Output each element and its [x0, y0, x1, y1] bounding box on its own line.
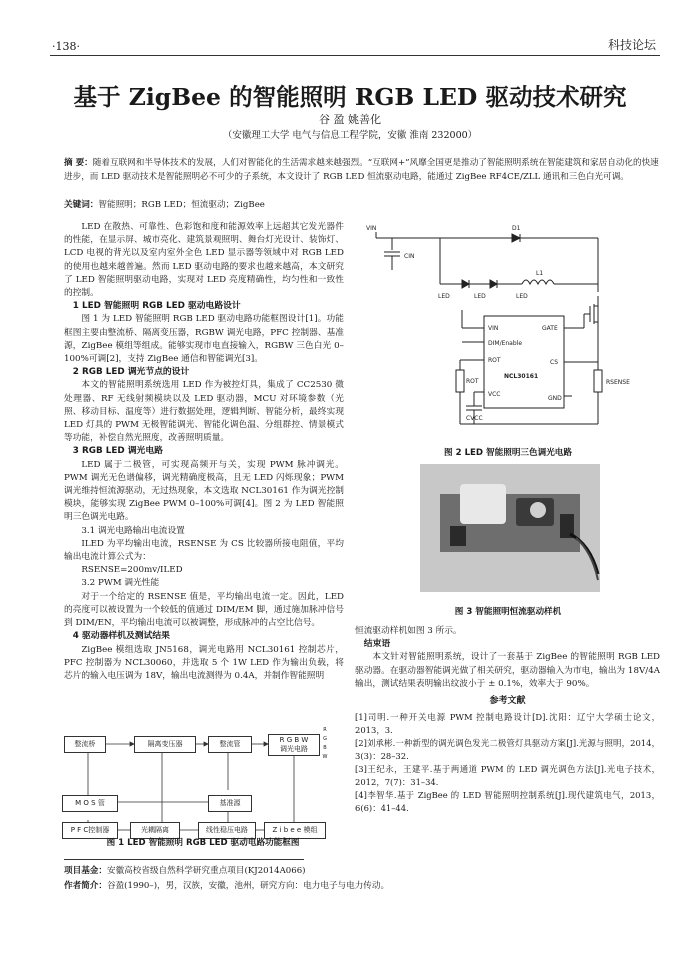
right-column-body — [355, 625, 660, 691]
authors: 谷 盈 姚善化 — [319, 113, 381, 126]
abstract-label: 摘 要： — [64, 158, 93, 168]
author-bio-text: 谷盈(1990–)，男，汉族，安徽，池州，研究方向：电力电子与电力传动。 — [106, 881, 390, 891]
paragraph: 恒流驱动样机如图 3 所示。 — [355, 626, 462, 636]
references-title: 参考文献 — [489, 696, 526, 707]
fig2-rsense-label: RSENSE — [606, 379, 630, 386]
figure-2-caption: 图 2 LED 智能照明三色调光电路 — [444, 448, 572, 458]
reference-item: [3]王纪永，王建平.基于两通道 PWM 的 LED 调光调色方法[J].光电子技术，2012，7(7)：31–34. — [355, 764, 660, 788]
figure-1-caption: 图 1 LED 智能照明 RGB LED 驱动电路功能框图 — [106, 838, 300, 848]
fund-text: 安徽高校省级自然科学研究重点项目(KJ2014A066) — [106, 866, 306, 876]
block-pfc-controller: P F C控制器 — [62, 822, 118, 839]
paragraph: 对于一个给定的 RSENSE 值是，平均输出电流一定。因此，LED 的亮度可以被设置为一个较低的值通过 DIM/EM 脚，通过施加脉冲信号到 DIM/EN，平均输出电流可以被调整，形成脉冲的占空比信号。 — [64, 591, 344, 629]
block-rgbw-dimming: R G B W 调光电路 — [268, 734, 320, 756]
fig2-led-3: LED — [516, 293, 528, 300]
affiliation: （安徽理工大学 电气与信息工程学院，安徽 淮南 232000） — [222, 130, 478, 141]
paragraph: LED 属于二极管，可实现高频开与关，实现 PWM 脉冲调光。PWM 调光无色谱偏移，调光精确度极高，且无 LED 闪烁现象；PWM 调光维持恒流源驱动，无过热现象，本文选取 NCL30161 作为调光控制模块，能够实现 ZigBee PWM 0–100%可调[4]。图 2 为 LED 智能照明三色调光电路。 — [64, 459, 344, 523]
header-rule — [50, 55, 660, 56]
paragraph: 3.1 调光电路输出电流设置 — [81, 525, 185, 536]
keywords-label: 关键词： — [64, 200, 99, 210]
fig2-pin-cs: CS — [550, 359, 558, 366]
block-rgbw-outputs — [320, 727, 330, 760]
footnote-fund — [64, 864, 306, 876]
block-isolation-transformer: 隔离变压器 — [134, 736, 196, 753]
paragraph: LED 在散热、可靠性、色彩饱和度和能源效率上远超其它发光器件的性能，在显示屏、城市亮化、建筑景观照明、舞台灯光设计、装饰灯、LCD 电视的背光以及室内室外全色 LED 显示器等领域中对 RGB LED 的使用也越来越普遍。然而 LED 驱动电路的要求也越来越高，本文研究了 LED 智能照明驱动电路，实现对 LED 亮度精确性，均匀性和一致性的控制。 — [64, 222, 344, 299]
reference-item: [2]刘承彬.一种新型的调光调色发光二极管灯具驱动方案[J].光源与照明，2014，3(3)：28–32. — [355, 738, 660, 762]
figure-1 — [58, 726, 346, 836]
fig2-pin-dim: DIM/Enable — [488, 340, 523, 347]
footnote-author — [64, 879, 389, 891]
fig2-led-1: LED — [438, 293, 450, 300]
left-column — [64, 221, 344, 683]
fig2-d1: D1 — [512, 225, 521, 232]
rgbw-letter-w: W — [322, 754, 328, 760]
figure-3-photo-drawing — [420, 464, 600, 592]
block-rectifier-diode: 整流管 — [208, 736, 252, 753]
fig2-cin: CIN — [404, 253, 415, 260]
section-heading: 3 RGB LED 调光电路 — [72, 446, 163, 457]
keywords — [64, 198, 659, 210]
paragraph: 本文针对智能照明系统，设计了一套基于 ZigBee 的智能照明 RGB LED 驱动器。在驱动器智能调光做了相关研究，驱动器输入为市电，输出为 18V/4A 输出，测试结果表明输出纹波小于 ± 0.1%，效率大于 90%。 — [355, 652, 660, 689]
section-heading: 1 LED 智能照明 RGB LED 驱动电路设计 — [72, 301, 241, 312]
figure-3-photo — [420, 464, 600, 592]
fund-label: 项目基金： — [64, 866, 107, 876]
block-zigbee-module: Z i b e e 模组 — [264, 822, 326, 839]
fig2-rot-label: ROT — [466, 378, 479, 385]
fig2-l1: L1 — [536, 270, 544, 277]
paragraph: ZigBee 模组选取 JN5168，调光电路用 NCL30161 控制芯片，PFC 控制器为 NCL30060，并选取 5 个 1W LED 作为输出负载，将芯片的输入电压调为 18V，输出电流测得为 0.4A，并制作智能照明 — [64, 644, 344, 681]
fig2-ic-name: NCL30161 — [504, 373, 539, 380]
section-heading: 4 驱动器样机及测试结果 — [72, 631, 170, 642]
paragraph: RSENSE=200mv/ILED — [81, 565, 183, 576]
figure-2 — [362, 220, 658, 438]
fig2-vin: VIN — [366, 225, 377, 232]
references — [355, 695, 660, 815]
reference-list — [355, 711, 660, 815]
figure-3-caption: 图 3 智能照明恒流驱动样机 — [454, 607, 562, 617]
section-heading: 结束语 — [363, 639, 391, 650]
abstract — [64, 156, 659, 184]
block-reference: 基准源 — [208, 795, 252, 812]
fig2-pin-gate: GATE — [542, 325, 558, 332]
fig2-pin-vcc: VCC — [488, 391, 501, 398]
paper-title: 基于 ZigBee 的智能照明 RGB LED 驱动技术研究 — [73, 83, 627, 111]
page-number: ·138· — [52, 40, 80, 53]
abstract-text: 随着互联网和半导体技术的发展，人们对智能化的生活需求越来越强烈。“互联网+”风靡全国更是推动了智能照明系统在智能建筑和家居自动化的快速进步，而 LED 驱动技术是智能照明必不可少的子系统，本文设计了 RGB LED 恒流驱动电路，能通过 ZigBee RF4CE/ZLL 通讯和三色白光可调。 — [64, 158, 659, 182]
fig2-led-2: LED — [474, 293, 486, 300]
rgbw-letter-g: G — [323, 736, 327, 742]
footnote-rule — [64, 859, 304, 860]
reference-item: [4]李智华.基于 ZigBee 的 LED 智能照明控制系统[J].现代建筑电气，2013，6(6)：41–44. — [355, 790, 660, 814]
section-heading: 2 RGB LED 调光节点的设计 — [72, 367, 190, 378]
paragraph: 图 1 为 LED 智能照明 RGB LED 驱动电路功能框图设计[1]。功能框图主要由整流桥、隔离变压器，RGBW 调光电路，PFC 控制器、基准源，ZigBee 模组等组成。能够实现市电直接输入，RGBW 三色白光 0–100%可调[2]，支持 ZigBee 通信和智能调光[3]。 — [64, 314, 344, 365]
reference-item: [1]司明.一种开关电源 PWM 控制电路设计[D].沈阳：辽宁大学硕士论文，2013，3. — [355, 712, 660, 736]
figure-2-circuit — [362, 220, 658, 438]
rgbw-letter-r: R — [323, 727, 327, 733]
paragraph: ILED 为平均输出电流，RSENSE 为 CS 比较器所接电阻值，平均输出电流计算公式为： — [64, 538, 344, 563]
fig2-cvcc-label: CVCC — [466, 415, 483, 422]
block-linear-regulator: 线性稳压电路 — [198, 822, 256, 839]
block-rectifier: 整流桥 — [64, 736, 106, 753]
fig2-pin-vin: VIN — [488, 325, 499, 332]
keywords-text: 智能照明；RGB LED；恒流驱动；ZigBee — [98, 200, 265, 210]
paragraph: 3.2 PWM 调光性能 — [81, 578, 160, 589]
block-mosfet: M O S 管 — [62, 795, 118, 812]
fig2-pin-gnd: GND — [548, 395, 562, 402]
fig2-pin-rot: ROT — [488, 357, 501, 364]
rgbw-letter-b: B — [323, 745, 327, 751]
author-bio-label: 作者简介： — [64, 881, 107, 891]
journal-section: 科技论坛 — [607, 38, 656, 52]
block-optocoupler: 光耦隔离 — [130, 822, 180, 839]
paragraph: 本文的智能照明系统选用 LED 作为被控灯具，集成了 CC2530 微处理器、RF 无线射频模块以及 LED 驱动器，MCU 对环境参数（光照、移动目标、温度等）进行数据处理，逻辑判断、智能分析，最终实现 LED 灯具的 PWM 无极智能调光、智能化调色温、分组群控、情景模式等功能，补偿自然光照度，改善照明质量。 — [64, 380, 344, 444]
right-column — [355, 625, 660, 815]
